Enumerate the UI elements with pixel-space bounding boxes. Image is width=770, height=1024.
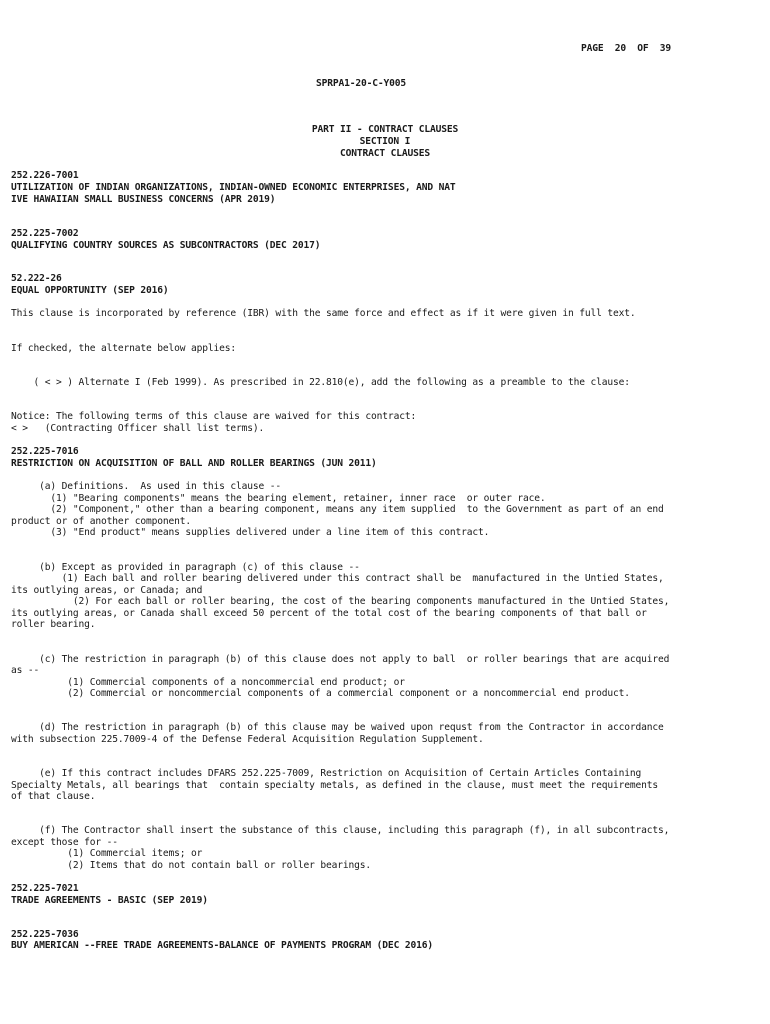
document-id: SPRPA1-20-C-Y005 [316, 78, 407, 89]
clause-number: 252.225-7016 [11, 446, 79, 457]
section-title: SECTION I [359, 136, 411, 147]
clause-title: QUALIFYING COUNTRY SOURCES AS SUBCONTRACTORS (DEC 2017) [11, 240, 321, 251]
clause-number: 252.225-7021 [11, 883, 79, 894]
paragraph-b: (2) For each ball or roller bearing, the cost of the bearing components manufactured in the Untied States, [11, 596, 670, 607]
paragraph-c: as -- [11, 665, 40, 676]
paragraph-e: (e) If this contract includes DFARS 252.225-7009, Restriction on Acquisition of Certain Articles Containing [11, 768, 642, 779]
clause-title: UTILIZATION OF INDIAN ORGANIZATIONS, INDIAN-OWNED ECONOMIC ENTERPRISES, AND NAT [11, 182, 456, 193]
section-subtitle: CONTRACT CLAUSES [339, 148, 430, 159]
clause-title: EQUAL OPPORTUNITY (SEP 2016) [11, 285, 169, 296]
paragraph-b: (1) Each ball and roller bearing delivered under this contract shall be manufactured in the Untied States, [11, 573, 664, 584]
clause-title: RESTRICTION ON ACQUISITION OF BALL AND ROLLER BEARINGS (JUN 2011) [11, 458, 377, 469]
clause-number: 252.225-7036 [11, 929, 79, 940]
paragraph-b: roller bearing. [11, 619, 96, 630]
paragraph-e: of that clause. [11, 791, 96, 802]
clause-number: 252.225-7002 [11, 228, 79, 239]
part-title: PART II - CONTRACT CLAUSES [311, 124, 459, 135]
clause-title: BUY AMERICAN --FREE TRADE AGREEMENTS-BALANCE OF PAYMENTS PROGRAM (DEC 2016) [11, 940, 433, 951]
alternate-checkbox-line[interactable]: ( < > ) Alternate I (Feb 1999). As prescribed in 22.810(e), add the following as a preamble to the clause: [11, 377, 630, 388]
clause-text: This clause is incorporated by reference (IBR) with the same force and effect as if it were given in full text. [11, 308, 636, 319]
paragraph-c: (1) Commercial components of a noncommercial end product; or [11, 677, 405, 688]
paragraph-a: (3) "End product" means supplies delivered under a line item of this contract. [11, 527, 490, 538]
clause-title: TRADE AGREEMENTS - BASIC (SEP 2019) [11, 895, 208, 906]
paragraph-f: (f) The Contractor shall insert the substance of this clause, including this paragraph (f), in all subcontracts, [11, 825, 670, 836]
paragraph-b: its outlying areas, or Canada shall exceed 50 percent of the total cost of the bearing components of that ball or [11, 608, 647, 619]
clause-title: IVE HAWAIIAN SMALL BUSINESS CONCERNS (APR 2019) [11, 194, 276, 205]
paragraph-c: (c) The restriction in paragraph (b) of this clause does not apply to ball or roller bearings that are acquired [11, 654, 670, 665]
paragraph-f: (1) Commercial items; or [11, 848, 203, 859]
clause-text: If checked, the alternate below applies: [11, 343, 237, 354]
paragraph-e: Specialty Metals, all bearings that contain specialty metals, as defined in the clause, must meet the requirements [11, 780, 658, 791]
paragraph-b: (b) Except as provided in paragraph (c) of this clause -- [11, 562, 360, 573]
clause-number: 52.222-26 [11, 273, 62, 284]
paragraph-b: its outlying areas, or Canada; and [11, 585, 203, 596]
clause-number: 252.226-7001 [11, 170, 79, 181]
paragraph-d: (d) The restriction in paragraph (b) of this clause may be waived upon requst from the Contractor in accordance [11, 722, 664, 733]
paragraph-c: (2) Commercial or noncommercial components of a commercial component or a noncommercial end product. [11, 688, 630, 699]
paragraph-f: except those for -- [11, 837, 118, 848]
paragraph-f: (2) Items that do not contain ball or roller bearings. [11, 860, 372, 871]
clause-text: Notice: The following terms of this clause are waived for this contract: [11, 411, 417, 422]
paragraph-a: (1) "Bearing components" means the bearing element, retainer, inner race or outer race. [11, 493, 546, 504]
paragraph-a: product or of another component. [11, 516, 192, 527]
paragraph-d: with subsection 225.7009-4 of the Defense Federal Acquisition Regulation Supplement. [11, 734, 484, 745]
paragraph-a: (a) Definitions. As used in this clause -- [11, 481, 282, 492]
clause-text: < > (Contracting Officer shall list terms). [11, 423, 265, 434]
paragraph-a: (2) "Component," other than a bearing component, means any item supplied to the Government as part of an end [11, 504, 664, 515]
page-number: PAGE 20 OF 39 [581, 43, 672, 54]
